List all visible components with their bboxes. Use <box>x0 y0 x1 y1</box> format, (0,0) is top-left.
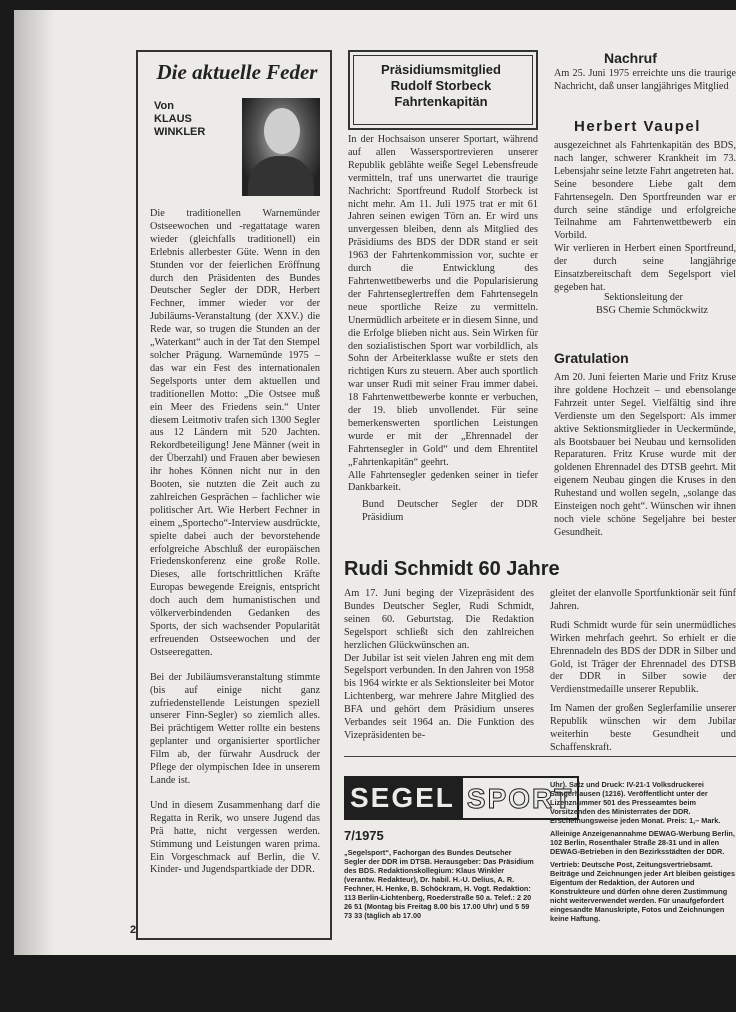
schmidt-paragraph-3: gleitet der elanvolle Sportfunktionär seit fünf Jahren. <box>550 588 736 612</box>
impressum-right-1: Uhr). Satz und Druck: IV-21-1 Volksdruckerei Sangerhausen (1216). Veröffentlicht unter der Lizenznummer 501 des Presseamtes beim Vorsitzenden des Ministerrates der DDR. Erscheinungsweise jeden Monat. Preis: 1,– Mark. <box>550 780 721 825</box>
segelsport-logo <box>344 776 574 820</box>
impressum-right-3: Vertrieb: Deutsche Post, Zeitungsvertriebsamt. Beiträge und Zeichnungen jeder Art bleiben geistiges Eigentum der Redaktion, der Autoren und Konstrukteure und dürfen ohne deren Zustimmung nicht weiterverwendet werden. Für unaufgefordert eingesandte Manuskripte, Fotos und Zeichnungen keine Haftung. <box>550 860 736 923</box>
storbeck-signature: Bund Deutscher Segler der DDR Präsidium <box>362 499 538 524</box>
nachruf-paragraph-3: Wir verlieren in Herbert einen Sportfreund, der durch seine langjährige Einsatzbereitschaft dem Segelsport viel gegeben hat. <box>554 243 736 293</box>
schmidt-paragraph-2: Der Jubilar ist seit vielen Jahren eng mit dem Segelsport verbunden. In den Jahren von 1958 bis 1964 wirkte er als Sektionsleiter bei Motor Lichtenberg, war mehrere Jahre Mitglied des BFA und gehört dem Präsidium unseres Verbandes seit 1964 an. Die Funktion des Vizepräsidenten be- <box>344 652 534 741</box>
schmidt-paragraph-5: Im Namen der großen Seglerfamilie unserer Republik wünschen wir dem Jubilar weiterhin beste Gesundheit und Schaffenskraft. <box>550 703 736 753</box>
schmidt-title: Rudi Schmidt 60 Jahre <box>344 558 560 580</box>
photo-body-shape <box>248 156 314 196</box>
schmidt-paragraph-4: Rudi Schmidt wurde für sein unermüdliches Wirken mehrfach geehrt. So erhielt er die Ehrennadeln des BDS der DDR in Silber und Gold, ist Träger der Ehrennadel des DTSB der DDR in Silber sowie der Verdienstmedaille unserer Republik. <box>550 619 736 696</box>
feder-paragraph-1: Die traditionellen Warnemünder Ostseewochen und -regattatage waren wieder (gleichfalls traditionell) ein Erlebnis allerbester Güte. Wenn in den Stunden vor der feierlichen Eröffnung durch den Präsidenten des Bundes Deutscher Segler der DDR, Herbert Fechner, immer wieder vor der Jubiläums-Veranstaltung (der XXV.) die Rede war, so trugen die Stunden an der „Waterkant“ auch in der Tat den Stempel solcher Prägung. Warnemünde 1975 – das war ein Fest des internationalen Segelsports unter dem aktuellen und traditionellen Motto: „Die Ostsee muß ein Meer des Friedens sein.“ Unter diesem Leitmotiv trafen sich 1300 Segler aus 12 Ländern mit 520 Jachten. Rekordbeteiligung! Jene Männer (weit in der Überzahl) und Frauen aber bewiesen ihr hohes Können nicht nur in den Booten, sie nutzten die Zeit auch zu zahlreichen Gesprächen – fachlicher wie politischer Art. Wie Herbert Fechner in einem „Sportecho“-Interview ausdrückte, spielte dabei auch der bevorstehende erfolgreiche Abschluß der europäischen Friedenskonferenz eine große Rolle. Dieses, alle fortschrittlichen Kräfte Europas bewegende Ereignis, entspricht doch auch dem humanistischen und völkerverbindenden Gedanken des Sports, der sich wachsender Popularität erfreuenden Ostseewochen und der Ostseeregatten. <box>150 208 320 658</box>
nachruf-sign-line-2: BSG Chemie Schmöckwitz <box>596 304 709 316</box>
nachruf-name: Herbert Vaupel <box>574 118 701 135</box>
author-photo <box>242 98 320 196</box>
schmidt-paragraph-1: Am 17. Juni beging der Vizepräsident des Bundes Deutscher Segler, Rudi Schmidt, seinen 60. Geburtstag. Die Redaktion Segelsport schließt sich den zahlreichen herzlichen Glückwünschen an. <box>344 588 534 651</box>
nachruf-article <box>554 140 736 295</box>
section-divider <box>344 756 736 757</box>
author-line-3: WINKLER <box>154 126 206 138</box>
nachruf-sign-line-1: Sektionsleitung der <box>604 292 683 303</box>
storbeck-paragraph-2: Alle Fahrtensegler gedenken seiner in tiefer Dankbarkeit. <box>348 469 538 494</box>
feder-author <box>154 100 244 139</box>
nachruf-paragraph-2: Seine besondere Liebe galt dem Fahrtensegeln. Den Sportfreunden war er durch seine ständige und erfolgreiche Teilnahme am Fahrtenwettbewerb ein Vorbild. <box>554 178 736 242</box>
storbeck-paragraph-1: In der Hochsaison unserer Sportart, während auf allen Wassersportrevieren unserer Republik geblähte weiße Segel Lebensfreude vermitteln, traf uns unerwartet die traurige Nachricht: Sportfreund Rudolf Storbeck ist nicht mehr. Am 11. Juli 1975 trat er mit 61 Jahren seinen ewigen Törn an. Er wird uns unvergessen bleiben, denn als Mitglied des Präsidiums des BDS der DDR stand er seit 1963 der Fahrtenkommission vor, suchte er durch die Entwicklung des Fahrtenwettbewerbs und die Popularisierung der Fahrtenseglertreffen dem Fahrtensegeln neue sportliche Reize zu vermitteln. Unermüdlich arbeitete er in diesem Sinne, und die Erfolge blieben nicht aus. Sein Wirken für den sozialistischen Sport war vorbildlich, als Sohn der Arbeiterklasse wußte er stets den richtigen Kurs zu steuern. Aber auch sportlich war unser Rudi mit seiner Frau immer dabei. 18 Fahrtenwettbewerbe konnte er verbuchen, der 19. blieb unvollendet. Für seine bemerkenswerten sportlichen Leistungen wurde er mit der „Ehrennadel der Fahrtensegler in Gold“ und dem Ehrentitel „Fahrtenkapitän“ geehrt. <box>348 134 538 468</box>
schmidt-article-right <box>550 588 736 755</box>
nachruf-intro: Am 25. Juni 1975 erreichte uns die traurige Nachricht, daß unser langjähriges Mitglied <box>554 68 736 92</box>
impressum-left: „Segelsport“, Fachorgan des Bundes Deutscher Segler der DDR im DTSB. Herausgeber: Das Präsidium des BDS. Redaktionskollegium: Klaus Winkler (verantw. Redakteur), Dr. habil. H.-U. Delius, A. R. Fechner, H. Henke, B. Schöckram, H. Vogt. Redaktion: 113 Berlin-Lichtenberg, Roederstraße 50 a. Telef.: 2 20 26 51 (Montag bis Freitag 8.00 bis 17.00 Uhr) und 5 59 73 33 (täglich ab 17.00 <box>344 848 534 920</box>
feder-paragraph-2: Bei der Jubiläumsveranstaltung stimmte (bis auf einige nicht ganz zufriedenstellende Leistungen speziell unserer Finn-Segler) so ziemlich alles. Bei prächtigem Wetter rollte ein bestens geplanter und organisierter sportlicher Film ab, der fürwahr Ausdruck der Pflege der olympischen Idee in unserem Lande ist. <box>150 671 320 786</box>
gratulation-article: Am 20. Juni feierten Marie und Fritz Kruse ihre goldene Hochzeit – und ebensolange Fahrzeit unter Segel. Vielfältig sind ihre Verdienste um den Segelsport: Als immer aktive Sektionsmitglieder in Ueckermünde, als Bootsbauer bei Neubau und kernsoliden Reparaturen. Fritz Kruse wurde mit der goldenen Ehrennadel des DTSB geehrt. Mit eigenem Neubau gingen die Kruses in den Ruhestand und wollen segeln, „solange das Einsteigen noch geht“. Wünschen wir ihnen noch viele schöne Segeljahre bei bester Gesundheit. <box>554 372 736 538</box>
nachruf-paragraph-1: ausgezeichnet als Fahrtenkapitän des BDS, nach langer, schwerer Krankheit im 73. Lebensjahr seine letzte Fahrt angetreten hat. <box>554 140 736 177</box>
storbeck-head-line-1: Präsidiumsmitglied <box>381 62 501 77</box>
schmidt-article-left <box>344 588 534 743</box>
impressum-right <box>550 780 736 923</box>
storbeck-headline <box>358 62 524 110</box>
gratulation-title: Gratulation <box>554 350 629 366</box>
feder-title: Die aktuelle Feder <box>156 60 318 84</box>
page-number: 2 <box>130 924 137 936</box>
magazine-page <box>14 10 736 955</box>
issue-number: 7/1975 <box>344 828 384 843</box>
storbeck-head-line-2: Rudolf Storbeck <box>390 78 492 93</box>
storbeck-article <box>348 134 538 525</box>
nachruf-signature <box>596 292 736 318</box>
author-line-2: KLAUS <box>154 113 192 125</box>
feder-paragraph-3: Und in diesem Zusammenhang darf die Regatta in Rerik, wo unsere Jugend das Prä hatte, nicht vergessen werden. Stimmung und Leistungen waren prima. Ein Vorgeschmack auf Berlin, die V. Kinder- und Jugendspartkiade der DDR. <box>150 799 320 876</box>
storbeck-headline-box <box>348 50 538 130</box>
storbeck-head-line-3: Fahrtenkapitän <box>394 94 488 109</box>
feder-box <box>136 50 332 940</box>
feder-article <box>150 208 320 877</box>
impressum-right-2: Alleinige Anzeigenannahme DEWAG-Werbung Berlin, 102 Berlin, Rosenthaler Straße 28-31 und in allen DEWAG-Betrieben in den Bezirksstädten der DDR. <box>550 829 735 856</box>
author-line-1: Von <box>154 100 174 112</box>
nachruf-title: Nachruf <box>604 50 657 66</box>
photo-head-shape <box>264 108 300 154</box>
logo-segel: SEGEL <box>344 776 461 820</box>
logo-sport: SPORT <box>461 776 579 820</box>
